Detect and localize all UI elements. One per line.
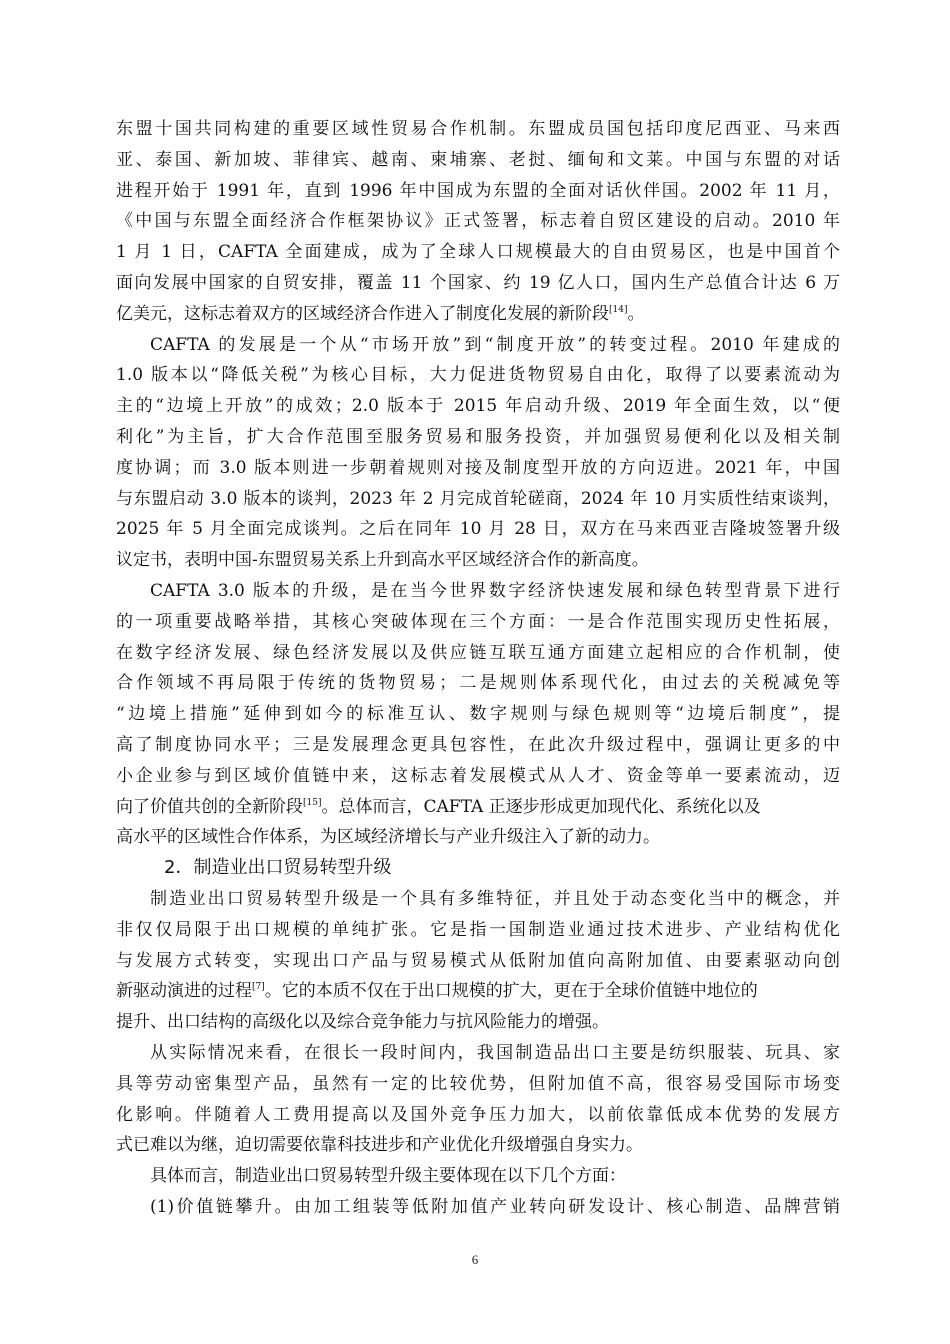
- text-line: 面向发展中国家的自贸安排，覆盖 11 个国家、约 19 亿人口，国内生产总值合计达 6 万: [116, 272, 840, 293]
- text-line: 亚、泰国、新加坡、菲律宾、越南、柬埔寨、老挝、缅甸和文莱。中国与东盟的对话: [116, 149, 840, 170]
- text-fragment: 。总体而言，CAFTA 正逐步形成更加现代化、系统化以及: [321, 796, 761, 817]
- text-line: 小企业参与到区域价值链中来，这标志着发展模式从人才、资金等单一要素流动，迈: [116, 765, 840, 786]
- text-line: 与发展方式转变，实现出口产品与贸易模式从低附加值向高附加值、由要素驱动向创: [116, 950, 840, 971]
- text-line: 的一项重要战略举措，其核心突破体现在三个方面：一是合作范围实现历史性拓展，: [116, 611, 840, 632]
- text-line: 具体而言，制造业出口贸易转型升级主要体现在以下几个方面：: [150, 1166, 626, 1187]
- paragraph-value-chain: [116, 1192, 840, 1223]
- citation-15: [15]: [303, 797, 322, 808]
- text-line: 制造业出口贸易转型升级是一个具有多维特征，并且处于动态变化当中的概念，并: [150, 888, 840, 909]
- text-line: 从实际情况来看，在很长一段时间内，我国制造品出口主要是纺织服装、玩具、家: [150, 1042, 840, 1063]
- citation-7: [7]: [252, 982, 265, 993]
- text-line: [116, 976, 840, 1007]
- text-line: 与东盟启动 3.0 版本的谈判，2023 年 2 月完成首轮磋商，2024 年 10 月实质性结束谈判，: [116, 488, 840, 509]
- text-line: 化影响。伴随着人工费用提高以及国外竞争压力加大，以前依靠低成本优势的发展方: [116, 1104, 840, 1125]
- text-fragment: 。: [627, 303, 645, 324]
- text-line: 主的“边境上开放”的成效；2.0 版本于 2015 年启动升级、2019 年全面生效，以“便: [116, 396, 840, 417]
- text-fragment: 向了价值共创的全新阶段: [116, 796, 303, 817]
- paragraph-cafta-development: [116, 330, 840, 576]
- citation-14: [14]: [609, 304, 628, 315]
- text-line: “边境上措施”延伸到如今的标准互认、数字规则与绿色规则等“边境后制度”，提: [116, 704, 840, 725]
- text-line: CAFTA 3.0 版本的升级，是在当今世界数字经济快速发展和绿色转型背景下进行: [150, 580, 840, 601]
- body-text: [116, 114, 840, 1223]
- text-line: 合作领域不再局限于传统的货物贸易；二是规则体系现代化，由过去的关税减免等: [116, 673, 840, 694]
- text-line: 非仅仅局限于出口规模的单纯扩张。它是指一国制造业通过技术进步、产业结构优化: [116, 919, 840, 940]
- paragraph-export-upgrade-definition: [116, 884, 840, 1038]
- text-line: 议定书，表明中国-东盟贸易关系上升到高水平区域经济合作的新高度。: [116, 550, 649, 571]
- text-line: 具等劳动密集型产品，虽然有一定的比较优势，但附加值不高，很容易受国际市场变: [116, 1073, 840, 1094]
- text-line: (1)价值链攀升。由加工组装等低附加值产业转向研发设计、核心制造、品牌营销: [150, 1196, 840, 1217]
- text-line: 进程开始于 1991 年，直到 1996 年中国成为东盟的全面对话伙伴国。2002 年 11 月，: [116, 180, 840, 201]
- text-line: 式已难以为继，迫切需要依靠科技进步和产业优化升级增强自身实力。: [116, 1135, 643, 1156]
- page-number: 6: [471, 1252, 479, 1267]
- text-line: 1 月 1 日，CAFTA 全面建成，成为了全球人口规模最大的自由贸易区，也是中国首个: [116, 242, 840, 263]
- paragraph-cafta-intro: [116, 114, 840, 330]
- text-line: 东盟十国共同构建的重要区域性贸易合作机制。东盟成员国包括印度尼西亚、马来西: [116, 119, 840, 139]
- paragraph-specifics: [116, 1161, 840, 1192]
- text-line: 度协调；而 3.0 版本则进一步朝着规则对接及制度型开放的方向迈进。2021 年，中国: [116, 457, 840, 478]
- text-line: 高了制度协同水平；三是发展理念更具包容性，在此次升级过程中，强调让更多的中: [116, 734, 840, 755]
- text-line: 提升、出口结构的高级化以及综合竞争能力与抗风险能力的增强。: [116, 1012, 609, 1033]
- text-line: [116, 299, 840, 330]
- text-line: 1.0 版本以“降低关税”为核心目标，大力促进货物贸易自由化，取得了以要素流动为: [116, 365, 840, 386]
- text-line: [116, 792, 840, 823]
- text-line: 利化”为主旨，扩大合作范围至服务贸易和服务投资，并加强贸易便利化以及相关制: [116, 426, 840, 447]
- text-line: 2025 年 5 月全面完成谈判。之后在同年 10 月 28 日，双方在马来西亚吉隆坡签署升级: [116, 519, 840, 540]
- paragraph-cafta-3-upgrade: [116, 576, 840, 853]
- text-line: 《中国与东盟全面经济合作框架协议》正式签署，标志着自贸区建设的启动。2010 年: [116, 211, 840, 232]
- text-line: 高水平的区域性合作体系，为区域经济增长与产业升级注入了新的动力。: [116, 827, 660, 848]
- text-line: 在数字经济发展、绿色经济发展以及供应链互联互通方面建立起相应的合作机制，使: [116, 642, 840, 663]
- text-fragment: 。它的本质不仅在于出口规模的扩大，更在于全球价值链中地位的: [264, 981, 758, 1002]
- text-line: CAFTA 的发展是一个从“市场开放”到“制度开放”的转变过程。2010 年建成的: [150, 334, 840, 355]
- section-heading: 2．制造业出口贸易转型升级: [164, 857, 392, 879]
- paragraph-actual-situation: [116, 1038, 840, 1161]
- text-fragment: 亿美元，这标志着双方的区域经济合作进入了制度化发展的新阶段: [116, 303, 609, 324]
- text-fragment: 新驱动演进的过程: [116, 981, 252, 1002]
